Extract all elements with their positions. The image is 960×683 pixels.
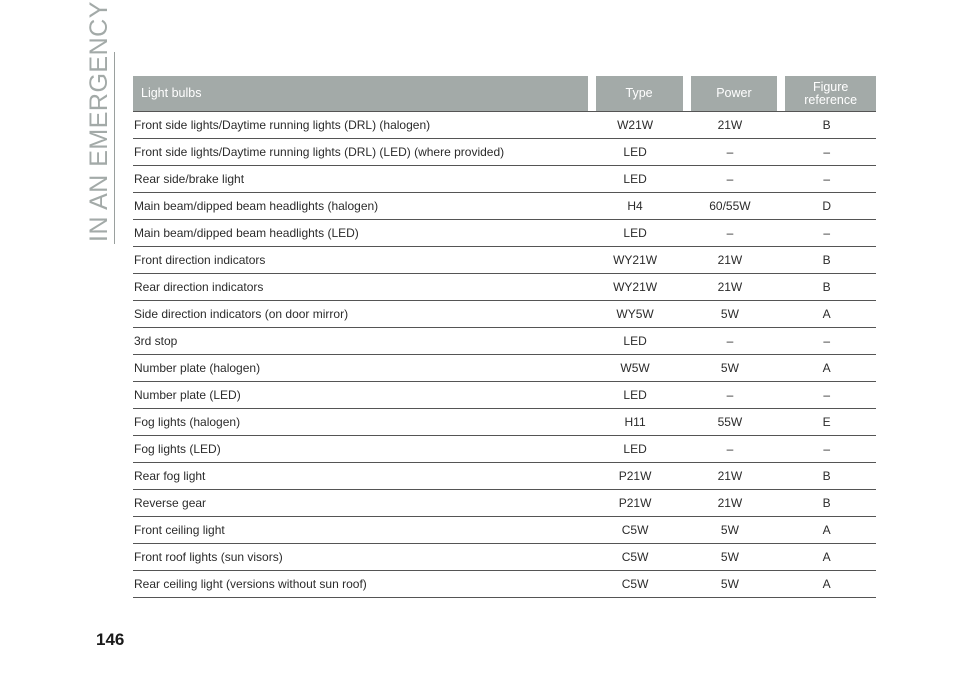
table-row [133, 544, 876, 571]
cell-light-bulb: Rear ceiling light (versions without sun roof) [133, 571, 588, 598]
table-row [133, 193, 876, 220]
table-row [133, 409, 876, 436]
cell-power: 5W [683, 301, 778, 328]
cell-figure-reference: A [777, 517, 876, 544]
cell-power: 5W [683, 571, 778, 598]
section-divider [114, 52, 115, 244]
table-row [133, 517, 876, 544]
header-power: Power [683, 76, 778, 111]
cell-power: 21W [683, 463, 778, 490]
cell-type: H4 [588, 193, 683, 220]
header-type: Type [588, 76, 683, 111]
cell-light-bulb: Fog lights (LED) [133, 436, 588, 463]
cell-light-bulb: Front side lights/Daytime running lights (DRL) (halogen) [133, 111, 588, 139]
cell-light-bulb: Front direction indicators [133, 247, 588, 274]
table-body [133, 111, 876, 598]
cell-light-bulb: Number plate (halogen) [133, 355, 588, 382]
cell-light-bulb: Front ceiling light [133, 517, 588, 544]
cell-type: LED [588, 220, 683, 247]
cell-figure-reference: – [777, 328, 876, 355]
cell-type: WY5W [588, 301, 683, 328]
cell-figure-reference: B [777, 490, 876, 517]
cell-figure-reference: A [777, 355, 876, 382]
light-bulbs-table [133, 76, 876, 598]
cell-figure-reference: E [777, 409, 876, 436]
table-row [133, 111, 876, 139]
cell-figure-reference: – [777, 220, 876, 247]
cell-power: – [683, 220, 778, 247]
cell-type: H11 [588, 409, 683, 436]
cell-light-bulb: Main beam/dipped beam headlights (halogen) [133, 193, 588, 220]
cell-figure-reference: – [777, 139, 876, 166]
cell-light-bulb: Front side lights/Daytime running lights (DRL) (LED) (where provided) [133, 139, 588, 166]
table-row [133, 490, 876, 517]
table-row [133, 382, 876, 409]
table-row [133, 463, 876, 490]
cell-light-bulb: Main beam/dipped beam headlights (LED) [133, 220, 588, 247]
cell-figure-reference: A [777, 544, 876, 571]
cell-light-bulb: Number plate (LED) [133, 382, 588, 409]
table-row [133, 571, 876, 598]
section-title [78, 1, 122, 242]
cell-type: W21W [588, 111, 683, 139]
cell-power: 21W [683, 490, 778, 517]
cell-figure-reference: D [777, 193, 876, 220]
cell-power: – [683, 166, 778, 193]
cell-power: 55W [683, 409, 778, 436]
cell-power: 5W [683, 355, 778, 382]
cell-light-bulb: Side direction indicators (on door mirror) [133, 301, 588, 328]
cell-figure-reference: B [777, 111, 876, 139]
cell-figure-reference: – [777, 436, 876, 463]
table-row [133, 247, 876, 274]
cell-type: WY21W [588, 247, 683, 274]
table-row [133, 220, 876, 247]
cell-power: 60/55W [683, 193, 778, 220]
cell-power: 5W [683, 544, 778, 571]
cell-type: LED [588, 382, 683, 409]
table-row [133, 436, 876, 463]
cell-light-bulb: Front roof lights (sun visors) [133, 544, 588, 571]
cell-power: 21W [683, 274, 778, 301]
page-number: 146 [96, 630, 125, 649]
cell-type: P21W [588, 490, 683, 517]
cell-type: WY21W [588, 274, 683, 301]
cell-type: C5W [588, 517, 683, 544]
cell-power: – [683, 382, 778, 409]
header-figure-reference: Figure reference [777, 76, 876, 111]
cell-light-bulb: Reverse gear [133, 490, 588, 517]
cell-type: LED [588, 436, 683, 463]
cell-figure-reference: B [777, 463, 876, 490]
table-header-row [133, 76, 876, 111]
cell-light-bulb: Rear direction indicators [133, 274, 588, 301]
cell-type: C5W [588, 544, 683, 571]
table-row [133, 274, 876, 301]
cell-type: LED [588, 328, 683, 355]
header-light-bulbs: Light bulbs [133, 76, 588, 111]
cell-power: 5W [683, 517, 778, 544]
cell-figure-reference: A [777, 301, 876, 328]
cell-light-bulb: Fog lights (halogen) [133, 409, 588, 436]
cell-type: C5W [588, 571, 683, 598]
cell-type: W5W [588, 355, 683, 382]
cell-light-bulb: Rear fog light [133, 463, 588, 490]
cell-figure-reference: – [777, 166, 876, 193]
table-row [133, 355, 876, 382]
section-title-text: IN AN EMERGENCY [85, 1, 113, 242]
cell-light-bulb: Rear side/brake light [133, 166, 588, 193]
cell-power: 21W [683, 247, 778, 274]
cell-power: – [683, 436, 778, 463]
cell-power: – [683, 328, 778, 355]
cell-figure-reference: – [777, 382, 876, 409]
cell-figure-reference: B [777, 274, 876, 301]
cell-type: P21W [588, 463, 683, 490]
table-row [133, 328, 876, 355]
table-row [133, 166, 876, 193]
cell-light-bulb: 3rd stop [133, 328, 588, 355]
cell-type: LED [588, 166, 683, 193]
cell-power: 21W [683, 111, 778, 139]
cell-type: LED [588, 139, 683, 166]
cell-power: – [683, 139, 778, 166]
table-row [133, 139, 876, 166]
cell-figure-reference: B [777, 247, 876, 274]
table-row [133, 301, 876, 328]
cell-figure-reference: A [777, 571, 876, 598]
